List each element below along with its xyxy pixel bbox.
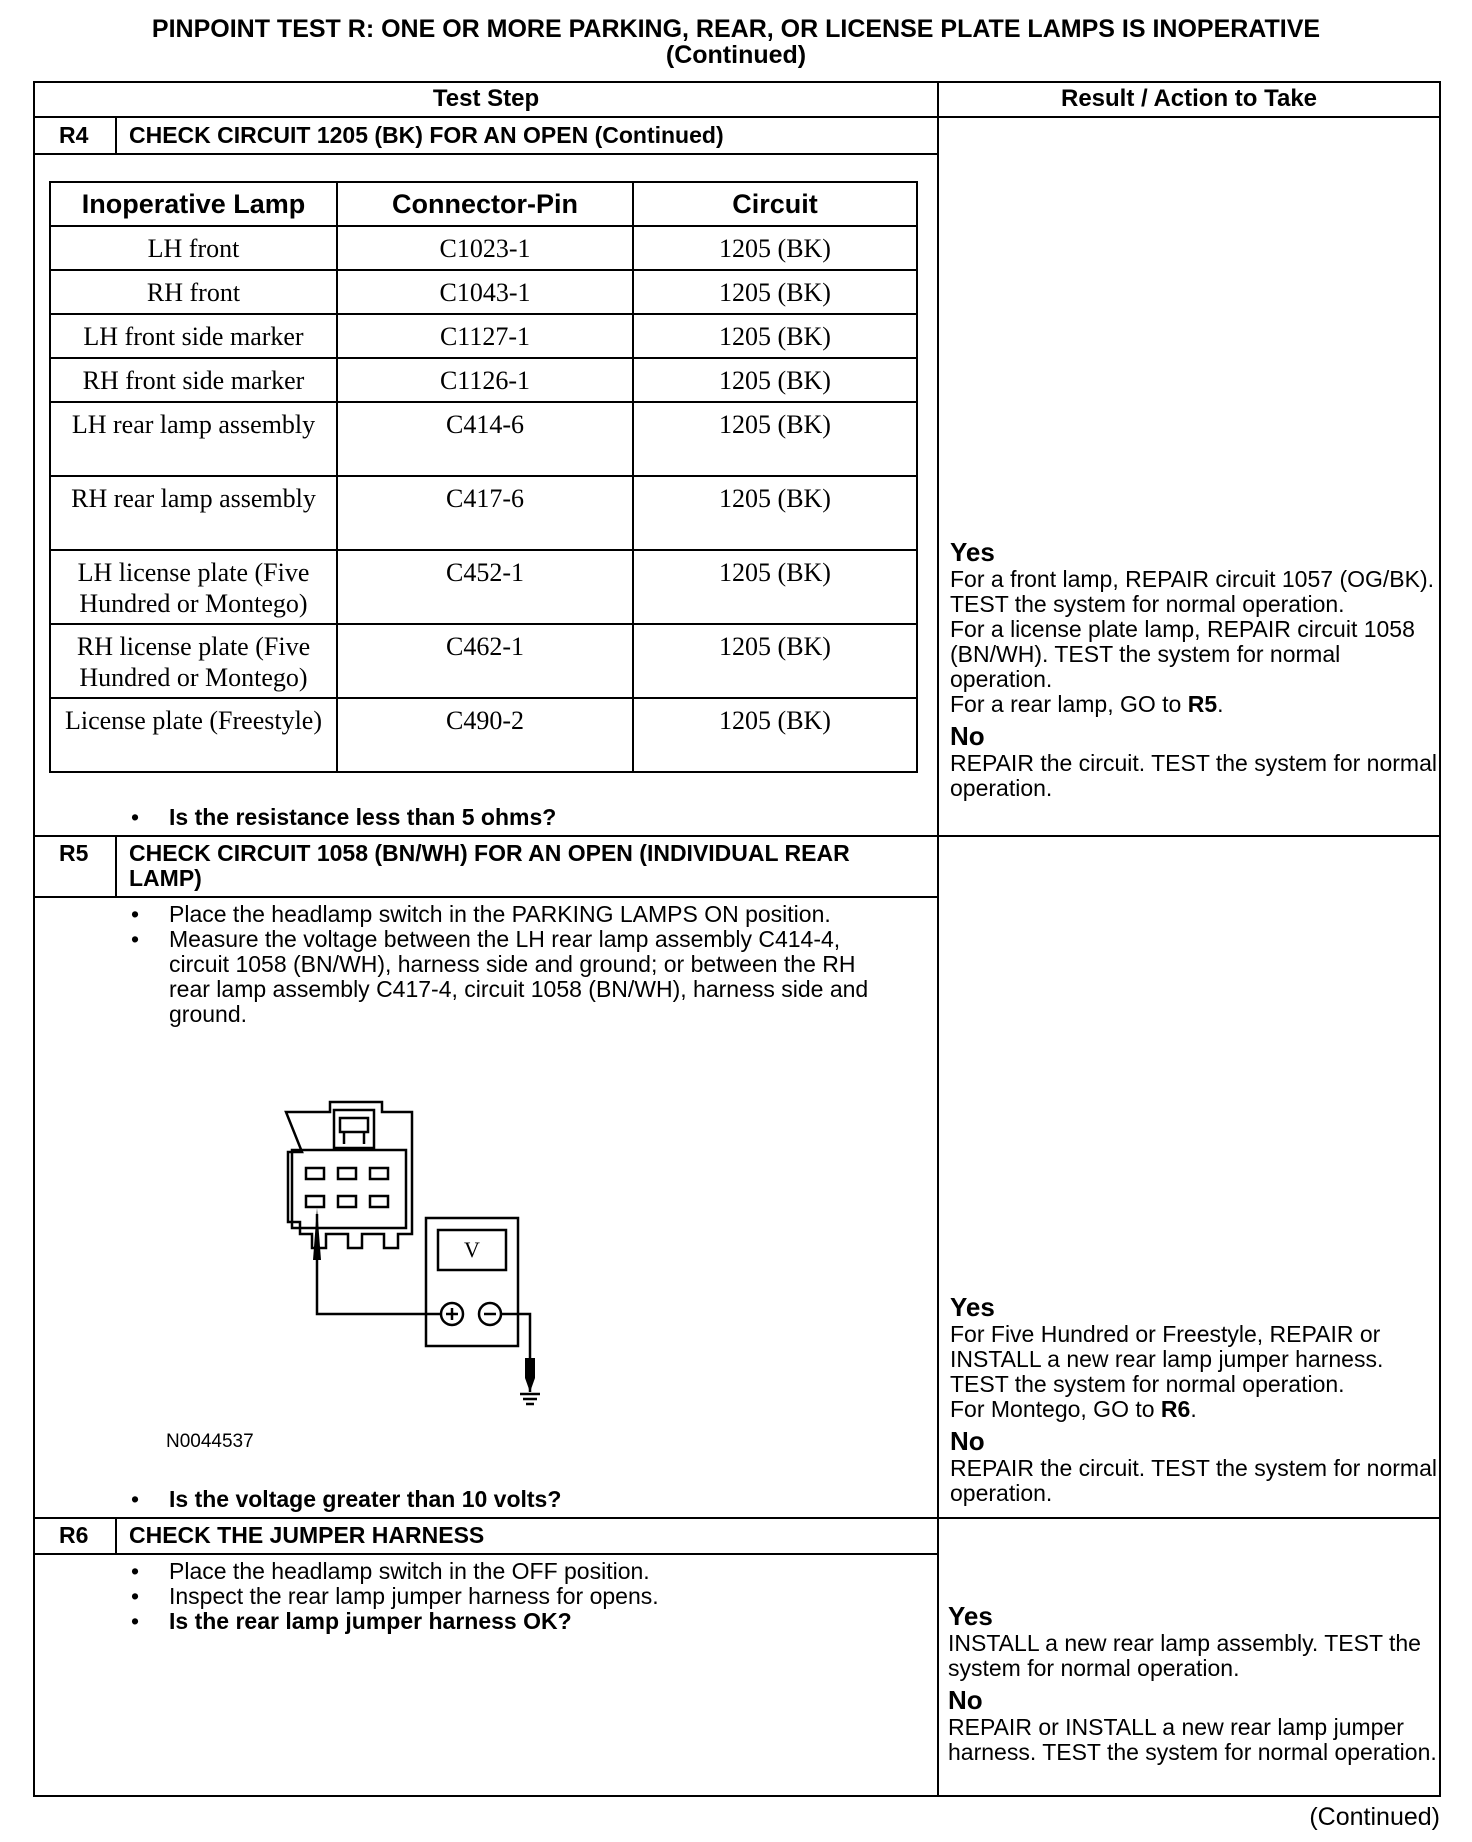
connector-cell: C1043-1 <box>337 270 633 314</box>
figure-id: N0044537 <box>166 1431 254 1452</box>
r5-heading-divider <box>33 896 939 898</box>
terminal-cavity <box>306 1168 324 1179</box>
r4-no-text: REPAIR the circuit. TEST the system for normal operation. <box>950 750 1437 801</box>
lamp-cell: LH rear lamp assembly <box>50 402 337 476</box>
table-row <box>50 358 917 402</box>
voltmeter-label: V <box>464 1237 480 1262</box>
table-row <box>50 226 917 270</box>
table-row <box>50 314 917 358</box>
step-text: Inspect the rear lamp jumper harness for opens. <box>169 1583 659 1609</box>
circuit-cell: 1205 (BK) <box>633 624 917 698</box>
lamp-cell: LH front side marker <box>50 314 337 358</box>
connector-cell: C417-6 <box>337 476 633 550</box>
goto-prefix: For a rear lamp, GO to <box>950 691 1188 717</box>
step-text: Place the headlamp switch in the OFF position. <box>169 1558 650 1584</box>
yes-label: Yes <box>950 1292 995 1322</box>
r6-question <box>131 1609 891 1634</box>
connector-cell: C462-1 <box>337 624 633 698</box>
terminal-cavity <box>370 1168 388 1179</box>
circuit-cell: 1205 (BK) <box>633 358 917 402</box>
r6-step <box>131 1584 891 1609</box>
connector-cell: C490-2 <box>337 698 633 772</box>
circuit-cell: 1205 (BK) <box>633 550 917 624</box>
goto-target: R6 <box>1160 1396 1191 1422</box>
bullet: • <box>131 901 140 927</box>
connector-body <box>292 1150 406 1228</box>
r4-yes-text-1: For a front lamp, REPAIR circuit 1057 (OG/BK). TEST the system for normal operation. <box>950 566 1434 617</box>
lamp-cell: RH front <box>50 270 337 314</box>
bullet: • <box>131 1608 140 1634</box>
connector-latch <box>334 1110 374 1148</box>
r6-heading: CHECK THE JUMPER HARNESS <box>129 1522 485 1548</box>
terminal-cavity <box>338 1168 356 1179</box>
r5-heading: CHECK CIRCUIT 1058 (BN/WH) FOR AN OPEN (INDIVIDUAL REAR LAMP) <box>129 840 850 891</box>
page-title: PINPOINT TEST R: ONE OR MORE PARKING, REAR, OR LICENSE PLATE LAMPS IS INOPERATIVE <box>151 15 1321 43</box>
goto-prefix: For Montego, GO to <box>950 1396 1161 1422</box>
lamp-cell: LH front <box>50 226 337 270</box>
bullet: • <box>131 804 140 830</box>
r4-id-divider <box>115 116 117 154</box>
r5-r6-divider <box>33 1517 1441 1519</box>
r5-no-text: REPAIR the circuit. TEST the system for normal operation. <box>950 1455 1437 1506</box>
r5-result <box>950 1292 1440 1506</box>
r4-heading-divider <box>33 153 939 155</box>
r5-id-divider <box>115 835 117 897</box>
lamp-table-header-circuit: Circuit <box>633 182 917 226</box>
voltmeter-connector-diagram <box>272 1090 612 1430</box>
lamp-table-header-connector: Connector-Pin <box>337 182 633 226</box>
r4-r5-divider <box>33 835 1441 837</box>
terminal-cavity <box>338 1196 356 1207</box>
circuit-cell: 1205 (BK) <box>633 698 917 772</box>
r6-step <box>131 1559 891 1584</box>
r4-result <box>950 537 1440 801</box>
circuit-cell: 1205 (BK) <box>633 476 917 550</box>
goto-target: R5 <box>1187 691 1218 717</box>
step-id-r4: R4 <box>59 122 89 148</box>
negative-lead <box>501 1314 530 1392</box>
r4-heading: CHECK CIRCUIT 1205 (BK) FOR AN OPEN (Continued) <box>129 122 724 148</box>
circuit-cell: 1205 (BK) <box>633 226 917 270</box>
circuit-cell: 1205 (BK) <box>633 270 917 314</box>
connector-cell: C414-6 <box>337 402 633 476</box>
header-divider <box>33 116 1441 118</box>
r4-yes-goto <box>950 692 1440 717</box>
connector-cell: C1023-1 <box>337 226 633 270</box>
lamp-cell: RH rear lamp assembly <box>50 476 337 550</box>
r4-question-list <box>131 805 921 830</box>
terminal-cavity <box>306 1196 324 1207</box>
lamp-table-header <box>50 182 917 226</box>
question-text: Is the rear lamp jumper harness OK? <box>169 1608 572 1634</box>
step-text: Measure the voltage between the LH rear lamp assembly C414-4, circuit 1058 (BN/WH), harness side and ground; or between the RH rear lamp assembly C417-4, circuit 1058 (BN/WH), harness side and ground. <box>169 926 869 1027</box>
table-row <box>50 270 917 314</box>
table-row <box>50 624 917 698</box>
r6-result <box>948 1601 1438 1765</box>
question-text: Is the resistance less than 5 ohms? <box>169 804 557 830</box>
r4-question <box>131 805 921 830</box>
lamp-table-header-lamp: Inoperative Lamp <box>50 182 337 226</box>
step-id-r5: R5 <box>59 840 89 866</box>
table-row <box>50 550 917 624</box>
yes-label: Yes <box>950 537 995 567</box>
negative-probe <box>525 1358 535 1392</box>
lamp-cell: RH license plate (Five Hundred or Montego) <box>50 624 337 698</box>
page-title-continued: (Continued) <box>665 41 807 69</box>
no-label: No <box>948 1685 983 1715</box>
r4-yes-text-2: For a license plate lamp, REPAIR circuit 1058 (BN/WH). TEST the system for normal operation. <box>950 616 1415 692</box>
column-divider <box>937 81 939 1797</box>
connector-cell: C452-1 <box>337 550 633 624</box>
goto-suffix: . <box>1217 691 1224 717</box>
connector-cell: C1126-1 <box>337 358 633 402</box>
circuit-cell: 1205 (BK) <box>633 314 917 358</box>
question-text: Is the voltage greater than 10 volts? <box>169 1486 562 1512</box>
circuit-cell: 1205 (BK) <box>633 402 917 476</box>
terminal-cavity <box>370 1196 388 1207</box>
r5-question-list <box>131 1487 921 1512</box>
yes-label: Yes <box>948 1601 993 1631</box>
r5-steps <box>131 902 871 1027</box>
bullet: • <box>131 1583 140 1609</box>
r6-id-divider <box>115 1517 117 1554</box>
r5-question <box>131 1487 921 1512</box>
bullet: • <box>131 1558 140 1584</box>
lamp-cell: LH license plate (Five Hundred or Montego) <box>50 550 337 624</box>
lamp-cell: RH front side marker <box>50 358 337 402</box>
positive-probe <box>313 1208 321 1260</box>
r5-yes-text: For Five Hundred or Freestyle, REPAIR or INSTALL a new rear lamp jumper harness. TEST the system for normal operation. <box>950 1321 1384 1397</box>
step-text: Place the headlamp switch in the PARKING LAMPS ON position. <box>169 901 831 927</box>
connector-cell: C1127-1 <box>337 314 633 358</box>
table-row <box>50 698 917 772</box>
bullet: • <box>131 926 140 952</box>
continued-footer: (Continued) <box>1309 1803 1440 1831</box>
table-row <box>50 476 917 550</box>
header-test-step: Test Step <box>432 85 540 112</box>
bullet: • <box>131 1486 140 1512</box>
r5-step <box>131 902 871 927</box>
lamp-table <box>49 181 918 773</box>
r6-heading-divider <box>33 1553 939 1555</box>
r6-yes-text: INSTALL a new rear lamp assembly. TEST the system for normal operation. <box>948 1630 1421 1681</box>
table-row <box>50 402 917 476</box>
no-label: No <box>950 721 985 751</box>
r6-no-text: REPAIR or INSTALL a new rear lamp jumper harness. TEST the system for normal operation. <box>948 1714 1437 1765</box>
goto-suffix: . <box>1190 1396 1197 1422</box>
no-label: No <box>950 1426 985 1456</box>
r6-steps <box>131 1559 891 1634</box>
r5-step <box>131 927 871 1027</box>
header-result: Result / Action to Take <box>1060 85 1318 112</box>
lamp-cell: License plate (Freestyle) <box>50 698 337 772</box>
step-id-r6: R6 <box>59 1522 89 1548</box>
r5-yes-goto <box>950 1397 1440 1422</box>
